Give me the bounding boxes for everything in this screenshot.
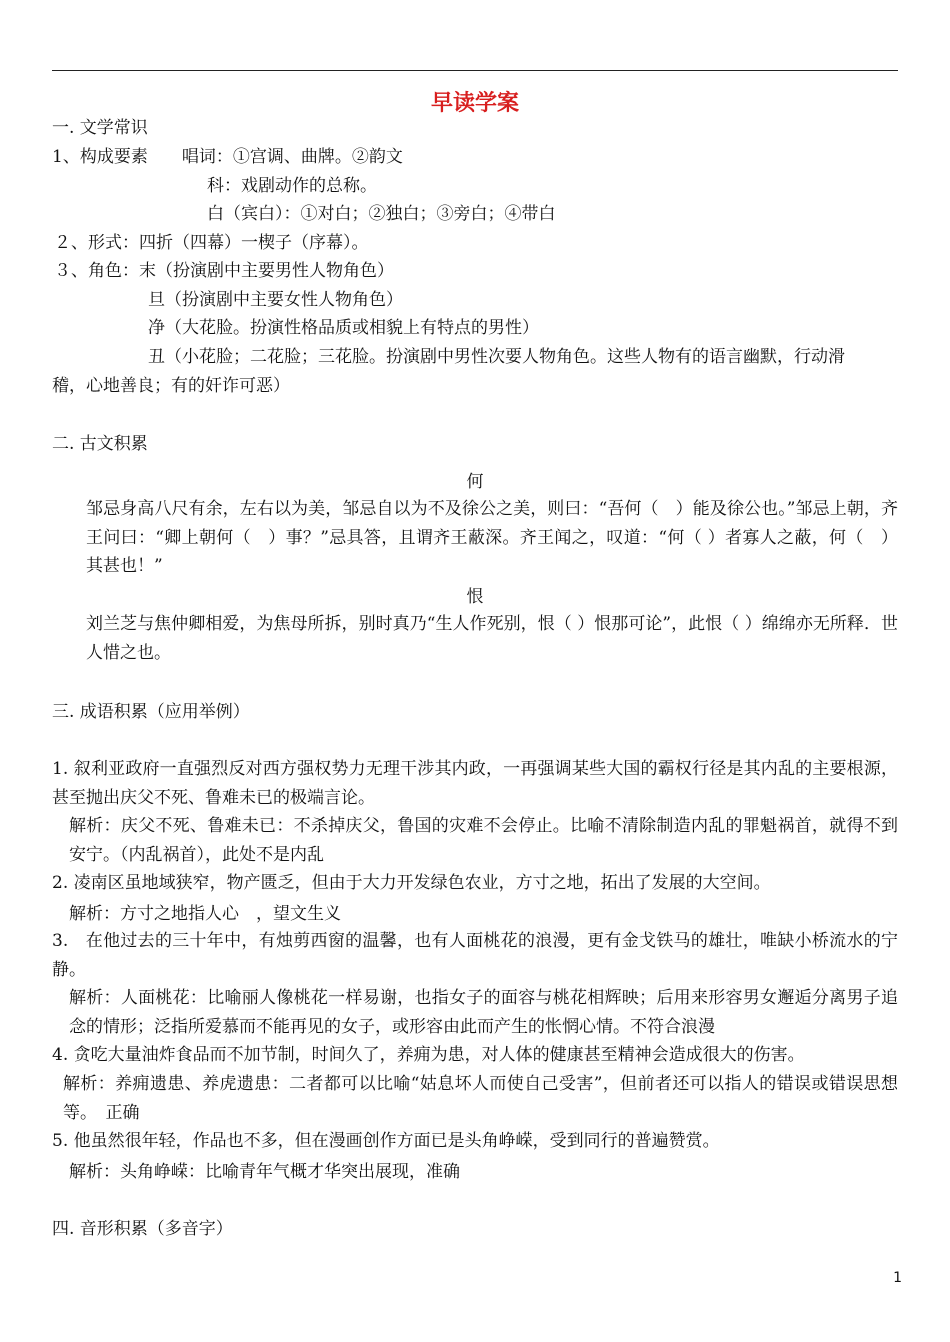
page-title: 早读学案 — [430, 91, 519, 116]
s2-passage2 — [52, 610, 898, 667]
s1-line2: 科：戏剧动作的总称。 — [207, 176, 377, 196]
s2-passage1-text: 邹忌身高八尺有余，左右以为美，邹忌自以为不及徐公之美，则曰：“吾何（ ）能及徐公也。”邹忌上朝，齐王问曰：“卿上朝何（ ）事？”忌具答，且谓齐王蔽深。齐王闻之，叹道：“何（ ）者寡人之蔽，何（ ）其甚也！” — [86, 499, 898, 576]
s3-analysis4-text: 解析：养痈遗患、养虎遗患：二者都可以比喻“姑息坏人而使自己受害”，但前者还可以指人的错误或错误思想等。 正确 — [63, 1074, 898, 1123]
s2-passage2-text: 刘兰芝与焦仲卿相爱，为焦母所拆，别时真乃“生人作死别，恨（ ）恨那可论”，此恨（ ）绵绵亦无所释．世人惜之也。 — [86, 614, 898, 663]
s3-analysis3-text: 解析：人面桃花：比喻丽人像桃花一样易谢，也指女子的面容与桃花相辉映；后用来形容男女邂逅分离男子追念的情形；泛指所爱慕而不能再见的女子，或形容由此而产生的怅惘心情。不符合浪漫 — [69, 988, 898, 1037]
s2-sub1: 何 — [466, 472, 484, 492]
s3-item5: 5. 他虽然很年轻，作品也不多，但在漫画创作方面已是头角峥嵘，受到同行的普遍赞赏。 — [52, 1131, 720, 1151]
header-rule — [52, 70, 898, 71]
page-number: 1 — [893, 1270, 902, 1286]
s1-line6: 旦（扮演剧中主要女性人物角色） — [148, 290, 403, 310]
s3-item4: 4. 贪吃大量油炸食品而不加节制，时间久了，养痈为患，对人体的健康甚至精神会造成很大的伤害。 — [52, 1045, 805, 1065]
s3-analysis1 — [52, 812, 898, 869]
s3-analysis5: 解析：头角峥嵘：比喻青年气概才华突出展现，准确 — [69, 1162, 460, 1182]
s3-item2: 2. 凌南区虽地域狭窄，物产匮乏，但由于大力开发绿色农业，方寸之地，拓出了发展的大空间。 — [52, 873, 771, 893]
s2-sub2: 恨 — [466, 587, 484, 607]
s3-analysis4 — [52, 1070, 898, 1127]
s3-analysis2: 解析：方寸之地指人心 ，望文生义 — [69, 904, 341, 924]
s1-line1: 1、构成要素 唱词：①宫调、曲牌。②韵文 — [52, 147, 403, 167]
section2-heading: 二. 古文积累 — [52, 434, 148, 454]
s1-line3: 白（宾白）：①对白；②独白；③旁白；④带白 — [207, 204, 556, 224]
s3-item1: 1. 叙利亚政府一直强烈反对西方强权势力无理干涉其内政，一再强调某些大国的霸权行径是其内乱的主要根源，甚至抛出庆父不死、鲁难未已的极端言论。 — [52, 759, 898, 808]
s1-line4: ２、形式：四折（四幕）一楔子（序幕）。 — [54, 233, 369, 253]
s1-line8a: 丑（小花脸；二花脸；三花脸。扮演剧中男性次要人物角色。这些人物有的语言幽默，行动滑 — [148, 347, 845, 367]
s3-analysis1-text: 解析：庆父不死、鲁难未已：不杀掉庆父，鲁国的灾难不会停止。比喻不清除制造内乱的罪魁祸首，就得不到安宁。（内乱祸首），此处不是内乱 — [69, 816, 898, 865]
s2-passage1 — [52, 495, 898, 581]
section1-heading: 一. 文学常识 — [52, 118, 148, 138]
s1-line8b: 稽，心地善良；有的奸诈可恶） — [52, 376, 290, 396]
s3-item3: 3. 在他过去的三十年中，有烛剪西窗的温馨，也有人面桃花的浪漫，更有金戈铁马的雄壮，唯缺小桥流水的宁静。 — [52, 931, 898, 980]
section4-heading: 四. 音形积累（多音字） — [52, 1219, 233, 1239]
s1-line7: 净（大花脸。扮演性格品质或相貌上有特点的男性） — [148, 318, 539, 338]
s3-analysis3 — [52, 984, 898, 1041]
s1-line5: ３、角色：末（扮演剧中主要男性人物角色） — [54, 261, 394, 281]
section3-heading: 三. 成语积累（应用举例） — [52, 702, 250, 722]
